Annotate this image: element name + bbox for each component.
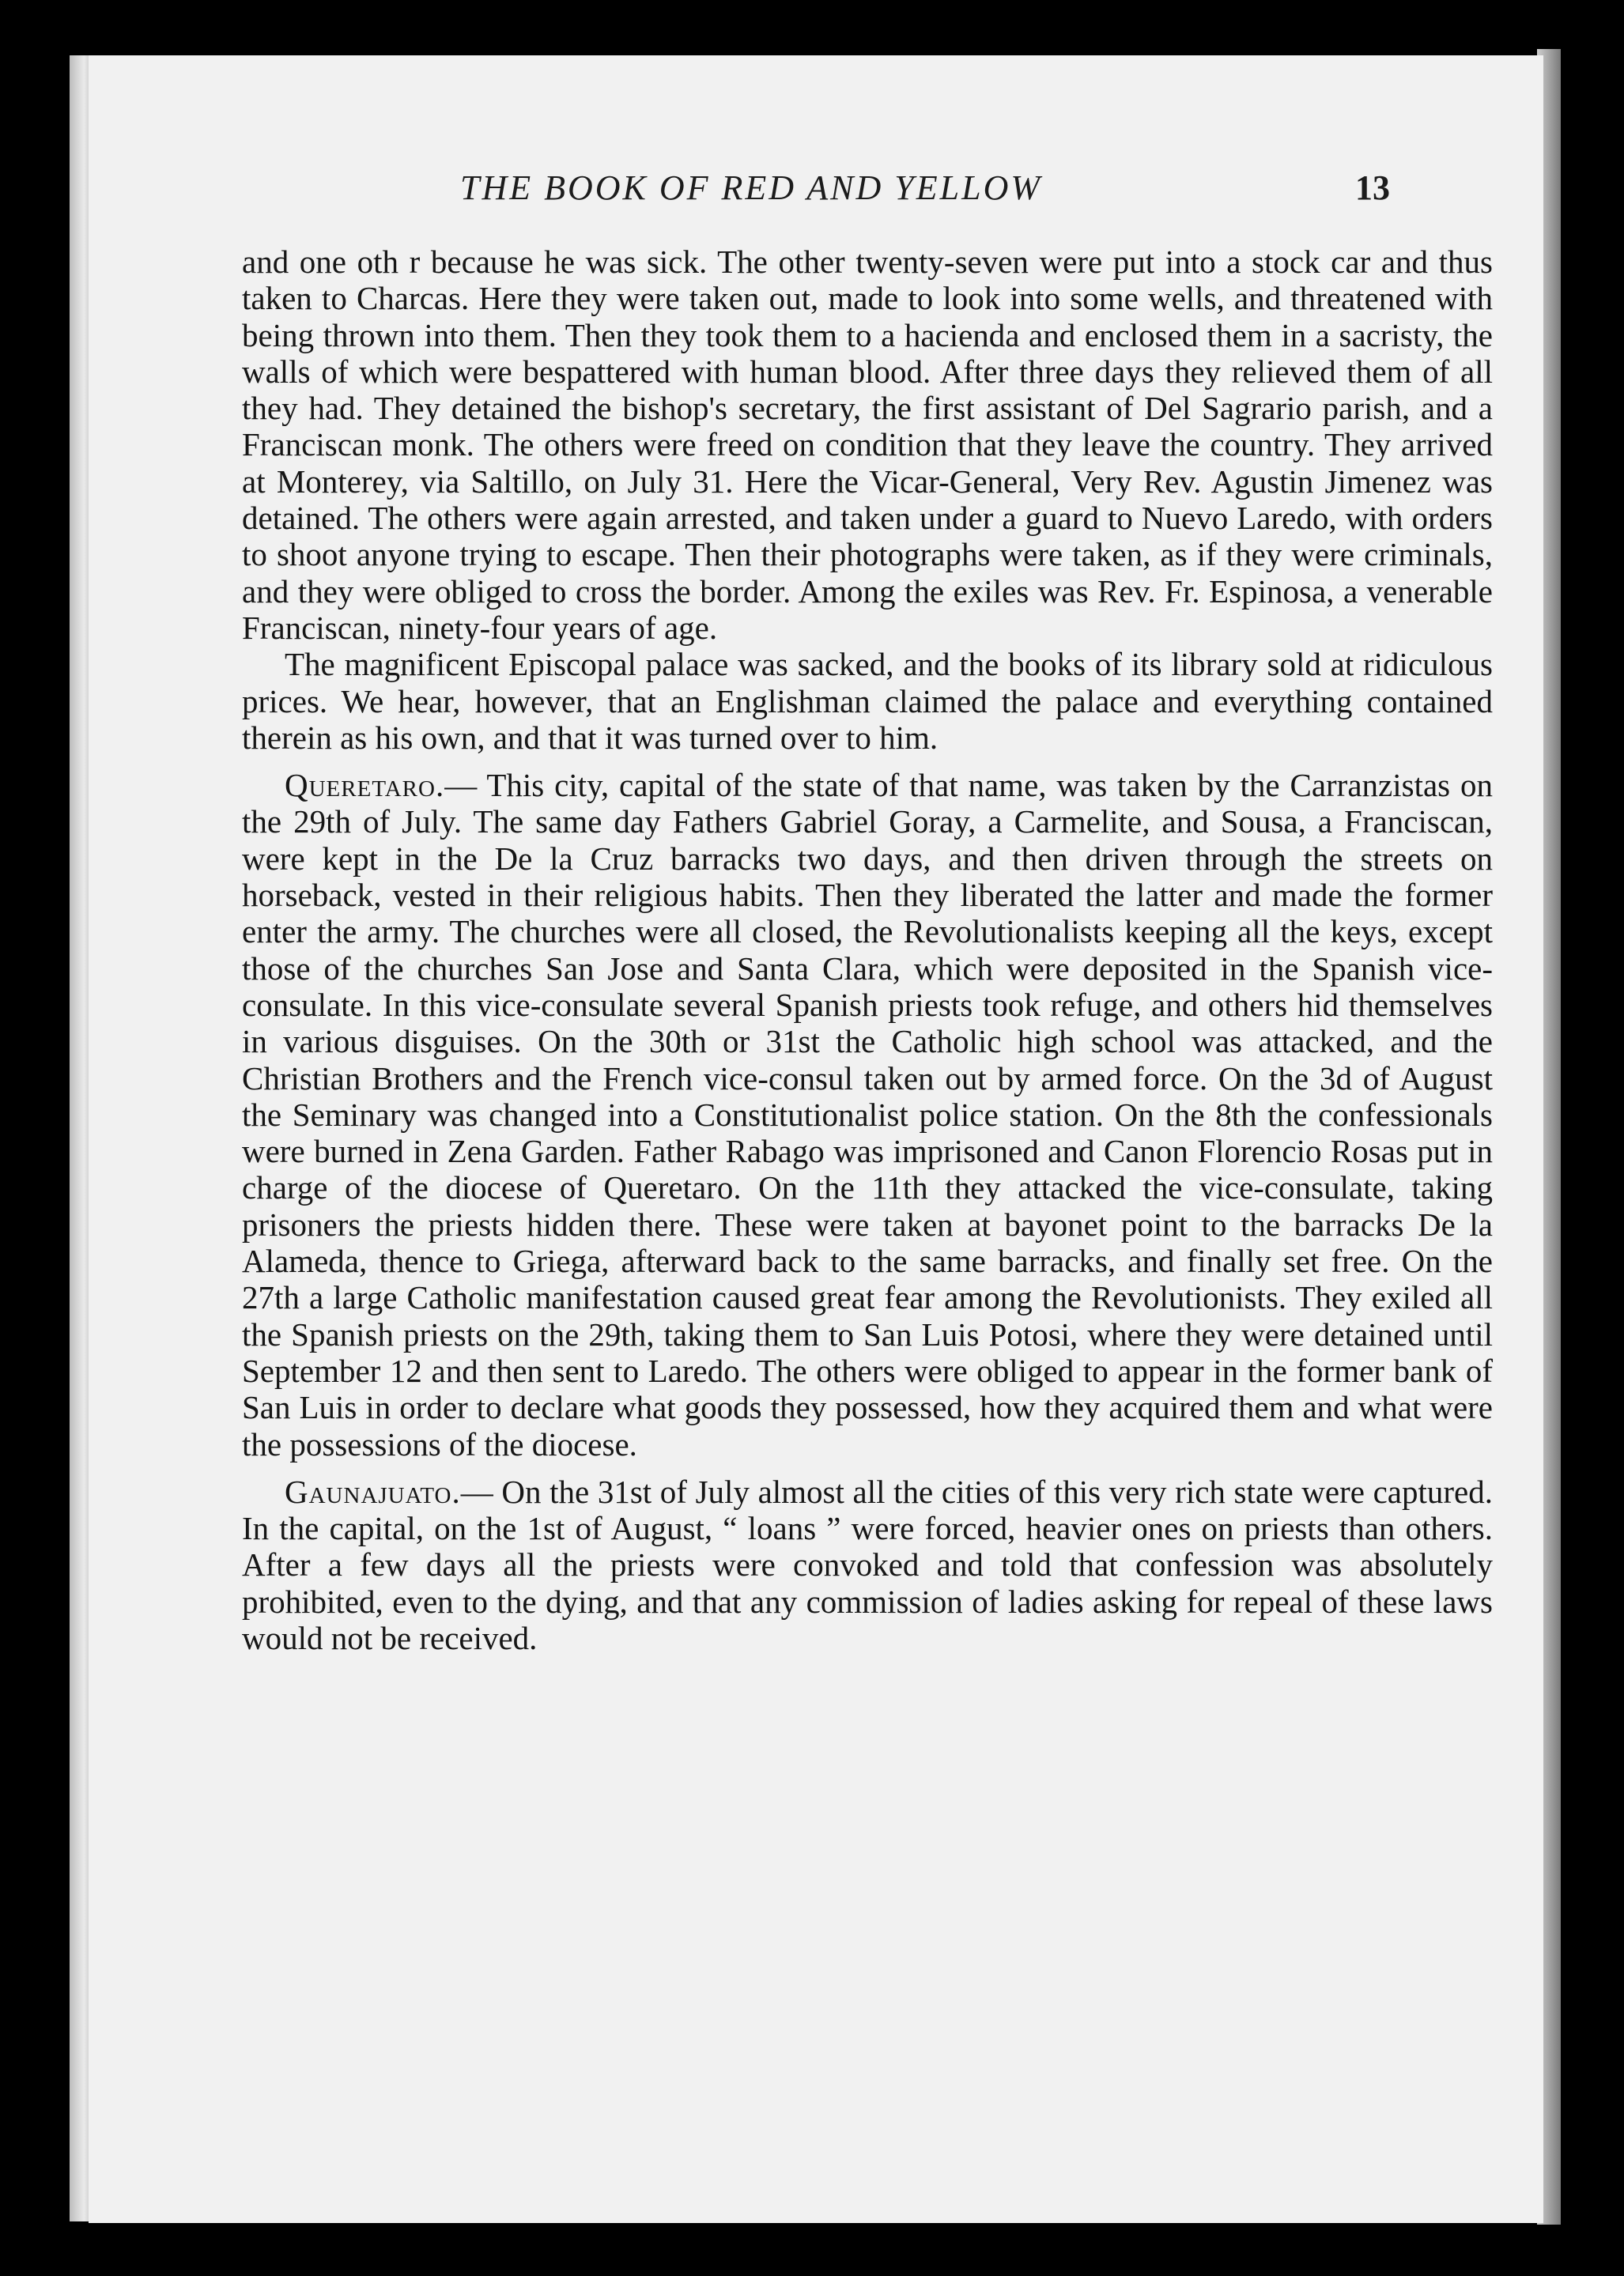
- page-number: 13: [1355, 168, 1390, 207]
- section-heading-queretaro: Queretaro.: [285, 767, 445, 804]
- paragraph-continued: and one oth r because he was sick. The other twenty-seven were put into a stock car and thus taken to Charcas. Here they were taken out, made to look into some wells, and threatened with being thrown into them. Then they took them to a hacienda and enclosed them in a sacristy, the walls of which were bespattered with human blood. After three days they relieved them of all they had. They detained the bishop's secretary, the first assistant of Del Sagrario parish, and a Franciscan monk. The others were freed on condition that they leave the country. They arrived at Monterey, via Saltillo, on July 31. Here the Vicar-General, Very Rev. Agustin Jimenez was detained. The others were again arrested, and taken under a guard to Nuevo Laredo, with orders to shoot anyone trying to escape. Then their photographs were taken, as if they were criminals, and they were obliged to cross the border. Among the exiles was Rev. Fr. Espinosa, a venerable Franciscan, ninety-four years of age.: [242, 243, 1493, 646]
- paragraph-episcopal-palace: The magnificent Episcopal palace was sacked, and the books of its library sold at ridiculous prices. We hear, however, that an Englishman claimed the palace and everything contained therein as his own, and that it was turned over to him.: [242, 646, 1493, 756]
- body-text: [242, 243, 1493, 1656]
- section-queretaro: [242, 767, 1493, 1463]
- section-text-queretaro: — This city, capital of the state of that name, was taken by the Carranzistas on the 29th of July. The same day Fathers Gabriel Goray, a Carmelite, and Sousa, a Franciscan, were kept in the De la Cruz barracks two days, and then driven through the streets on horseback, vested in their religious habits. Then they liberated the latter and made the former enter the army. The churches were all closed, the Revolutionalists keeping all the keys, except those of the churches San Jose and Santa Clara, which were deposited in the Spanish vice-consulate. In this vice-consulate several Spanish priests took refuge, and others hid themselves in various disguises. On the 30th or 31st the Catholic high school was attacked, and the Christian Brothers and the French vice-consul taken out by armed force. On the 3d of August the Seminary was changed into a Constitutionalist police station. On the 8th the confessionals were burned in Zena Garden. Father Rabago was imprisoned and Canon Florencio Rosas put in charge of the diocese of Queretaro. On the 11th they attacked the vice-consulate, taking prisoners the priests hidden there. These were taken at bayonet point to the barracks De la Alameda, thence to Griega, afterward back to the same barracks, and finally set free. On the 27th a large Catholic manifestation caused great fear among the Revolutionists. They exiled all the Spanish priests on the 29th, taking them to San Luis Potosi, where they were detained until September 12 and then sent to Laredo. The others were obliged to appear in the former bank of San Luis in order to declare what goods they possessed, how they acquired them and what were the possessions of the diocese.: [242, 767, 1493, 1463]
- running-head: [89, 168, 1543, 223]
- section-gaunajuato: [242, 1474, 1493, 1656]
- book-page: [89, 55, 1543, 2223]
- section-text-gaunajuato: — On the 31st of July almost all the cities of this very rich state were captured. In the capital, on the 1st of August, “ loans ” were forced, heavier ones on priests than others. After a few days all the priests were convoked and told that confession was absolutely prohibited, even to the dying, and that any commission of ladies asking for repeal of these laws would not be received.: [242, 1473, 1493, 1656]
- section-heading-gaunajuato: Gaunajuato.: [285, 1473, 461, 1510]
- running-title: THE BOOK OF RED AND YELLOW: [460, 168, 1043, 207]
- left-page-edge: [70, 55, 90, 2221]
